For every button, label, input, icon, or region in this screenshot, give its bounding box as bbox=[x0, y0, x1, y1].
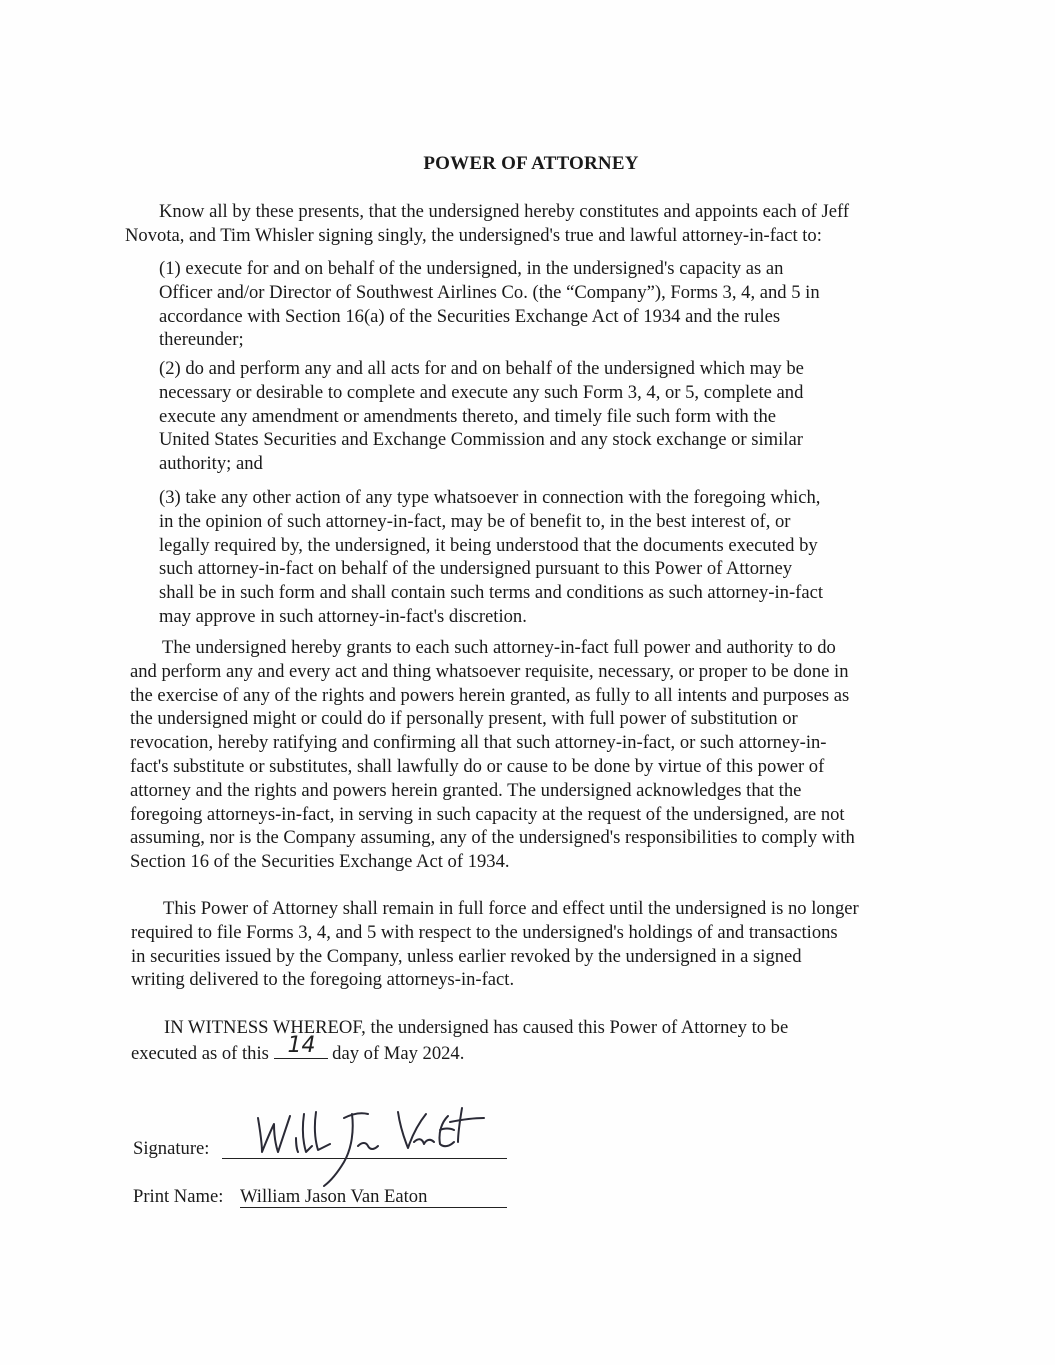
witness-suffix: day of May 2024. bbox=[332, 1042, 465, 1064]
item-3-line: in the opinion of such attorney-in-fact, may be of benefit to, in the best interest of, or bbox=[159, 510, 791, 532]
item-2-paragraph bbox=[159, 357, 804, 476]
duration-line: This Power of Attorney shall remain in full force and effect until the undersigned is no longer bbox=[163, 898, 859, 919]
item-3-paragraph bbox=[159, 486, 823, 629]
witness-line: IN WITNESS WHEREOF, the undersigned has caused this Power of Attorney to be bbox=[164, 1017, 789, 1038]
witness-line bbox=[131, 1032, 788, 1066]
item-2-line: (2) do and perform any and all acts for and on behalf of the undersigned which may be bbox=[159, 358, 804, 379]
item-2-line: necessary or desirable to complete and execute any such Form 3, 4, or 5, complete and bbox=[159, 381, 804, 403]
print-name-value: William Jason Van Eaton bbox=[240, 1186, 428, 1207]
duration-paragraph bbox=[131, 897, 859, 992]
item-1-line: accordance with Section 16(a) of the Securities Exchange Act of 1934 and the rules bbox=[159, 305, 781, 327]
grant-line: The undersigned hereby grants to each such attorney-in-fact full power and authority to do bbox=[162, 637, 836, 658]
item-3-line: (3) take any other action of any type whatsoever in connection with the foregoing which, bbox=[159, 487, 821, 508]
item-1-line: Officer and/or Director of Southwest Airlines Co. (the “Company”), Forms 3, 4, and 5 in bbox=[159, 281, 820, 303]
intro-line: Novota, and Tim Whisler signing singly, the undersigned's true and lawful attorney-in-fact to: bbox=[125, 224, 822, 246]
item-1-line: (1) execute for and on behalf of the undersigned, in the undersigned's capacity as an bbox=[159, 258, 784, 279]
item-2-line: authority; and bbox=[159, 453, 263, 475]
item-2-line: United States Securities and Exchange Commission and any stock exchange or similar bbox=[159, 429, 803, 451]
intro-line: Know all by these presents, that the undersigned hereby constitutes and appoints each of Jeff bbox=[159, 201, 850, 222]
duration-line: in securities issued by the Company, unless earlier revoked by the undersigned in a signed bbox=[131, 945, 802, 967]
handwritten-signature bbox=[240, 1100, 490, 1190]
document-title: POWER OF ATTORNEY bbox=[423, 153, 639, 174]
grant-line: foregoing attorneys-in-fact, in serving in such capacity at the request of the undersigned, are not bbox=[130, 803, 845, 825]
duration-line: required to file Forms 3, 4, and 5 with respect to the undersigned's holdings of and transactions bbox=[131, 921, 838, 943]
item-3-line: may approve in such attorney-in-fact's discretion. bbox=[159, 605, 527, 627]
item-3-line: shall be in such form and shall contain such terms and conditions as such attorney-in-fact bbox=[159, 582, 824, 604]
grant-line: attorney and the rights and powers herein granted. The undersigned acknowledges that the bbox=[130, 779, 802, 801]
witness-paragraph bbox=[131, 1016, 788, 1066]
item-1-line: thereunder; bbox=[159, 329, 244, 351]
intro-paragraph bbox=[125, 200, 849, 248]
grant-line: fact's substitute or substitutes, shall lawfully do or cause to be done by virtue of this power of bbox=[130, 755, 825, 777]
witness-prefix: executed as of this bbox=[131, 1042, 269, 1064]
grant-line: Section 16 of the Securities Exchange Act of 1934. bbox=[130, 851, 510, 873]
item-3-line: legally required by, the undersigned, it being understood that the documents executed by bbox=[159, 534, 818, 556]
grant-paragraph bbox=[130, 636, 855, 874]
grant-line: assuming, nor is the Company assuming, any of the undersigned's responsibilities to comply with bbox=[130, 827, 855, 849]
print-name-line bbox=[240, 1207, 507, 1208]
signature-label: Signature: bbox=[133, 1138, 210, 1159]
grant-line: and perform any and every act and thing whatsoever requisite, necessary, or proper to be done in bbox=[130, 660, 849, 682]
duration-line: writing delivered to the foregoing attorneys-in-fact. bbox=[131, 969, 515, 991]
print-name-label: Print Name: bbox=[133, 1186, 224, 1207]
item-2-line: execute any amendment or amendments thereto, and timely file such form with the bbox=[159, 405, 777, 427]
day-blank bbox=[274, 1032, 328, 1059]
grant-line: the undersigned might or could do if personally present, with full power of substitution or bbox=[130, 708, 798, 730]
item-1-paragraph bbox=[159, 257, 820, 352]
grant-line: revocation, hereby ratifying and confirming all that such attorney-in-fact, or such attorney-in- bbox=[130, 732, 827, 754]
grant-line: the exercise of any of the rights and powers herein granted, as fully to all intents and purposes as bbox=[130, 684, 850, 706]
item-3-line: such attorney-in-fact on behalf of the undersigned pursuant to this Power of Attorney bbox=[159, 558, 793, 580]
day-value: 14 bbox=[287, 1032, 316, 1058]
